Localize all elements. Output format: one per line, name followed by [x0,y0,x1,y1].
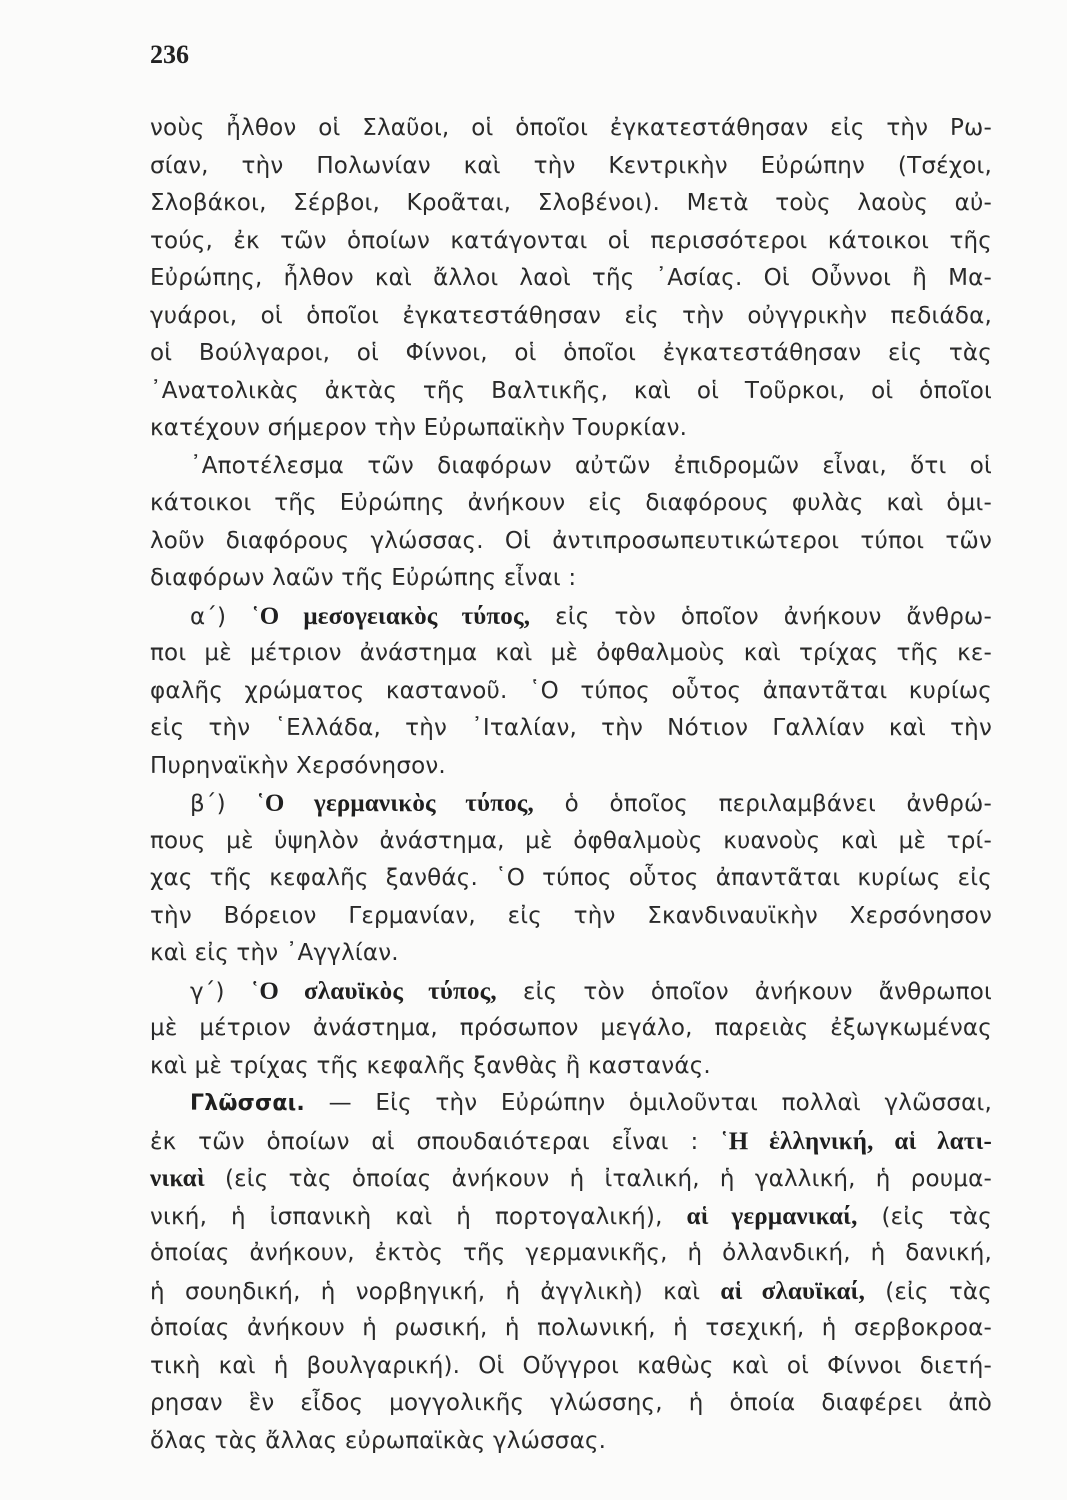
text-line: ᾿Ανατολικὰς ἀκτὰς τῆς Βαλτικῆς, καὶ οἱ Τοῦρκοι, οἱ ὁποῖοι [150,377,992,404]
text-line: Σλοβάκοι, Σέρβοι, Κροᾶται, Σλοβένοι). Μετὰ τοὺς λαοὺς αὐ- [150,190,992,216]
bold-term: ῾Ο σλαυϊκὸς τύπος, [250,977,497,1005]
text-line: οἱ Βούλγαροι, οἱ Φίννοι, οἱ ὁποῖοι ἐγκατεστάθησαν εἰς τὰς [150,340,992,366]
text-line: μὲ μέτριον ἀνάστημα, πρόσωπον μεγάλο, παρειὰς ἐξωγκωμένας [150,1015,992,1041]
text-line: τικὴ καὶ ἡ βουλγαρική). Οἱ Οὔγγροι καθὼς καὶ οἱ Φίννοι διετή- [150,1352,992,1379]
text-line: κάτοικοι τῆς Εὐρώπης ἀνήκουν εἰς διαφόρους φυλὰς καὶ ὁμι- [150,490,992,516]
text-line: ὅλας τὰς ἄλλας εὐρωπαϊκὰς γλώσσας. [150,1427,607,1454]
text-line: σίαν, τὴν Πολωνίαν καὶ τὴν Κεντρικὴν Εὐρώπην (Τσέχοι, [150,152,992,179]
text-line: νικαὶ (εἰς τὰς ὁποίας ἀνήκουν ἡ ἰταλική, ἡ γαλλική, ἡ ρουμα- [150,1165,992,1192]
bold-term: αἱ σλαυϊκαί, [720,1277,866,1305]
text-line: ἡ σουηδική, ἡ νορβηγική, ἡ ἀγγλικὴ) καὶ αἱ σλαυϊκαί, (εἰς τὰς [150,1277,992,1305]
text-line: ᾿Αποτέλεσμα τῶν διαφόρων αὐτῶν ἐπιδρομῶν εἶναι, ὅτι οἱ [190,452,992,479]
text-line: γ΄) ῾Ο σλαυϊκὸς τύπος, εἰς τὸν ὁποῖον ἀνήκουν ἄνθρωποι [190,977,992,1005]
text-line: ὁποίας ἀνήκουν ἡ ρωσική, ἡ πολωνική, ἡ τσεχική, ἡ σερβοκροα- [150,1315,992,1341]
text-line: εἰς τὴν ῾Ελλάδα, τὴν ᾿Ιταλίαν, τὴν Νότιον Γαλλίαν καὶ τὴν [150,715,992,741]
bold-term: ῾Ο μεσογειακὸς τύπος, [251,602,531,630]
text-line: καὶ μὲ τρίχας τῆς κεφαλῆς ξανθὰς ἢ καστανάς. [150,1052,711,1079]
text-line: φαλῆς χρώματος καστανοῦ. ῾Ο τύπος οὗτος ἀπαντᾶται κυρίως [150,677,992,704]
text-line: β΄) ῾Ο γερμανικὸς τύπος, ὁ ὁποῖος περιλαμβάνει ἀνθρώ- [190,790,992,817]
text-line: κατέχουν σήμερον τὴν Εὐρωπαϊκὴν Τουρκίαν. [150,415,688,441]
text-line: Γλῶσσαι. — Εἰς τὴν Εὐρώπην ὁμιλοῦνται πολλαὶ γλῶσσαι, [190,1090,992,1116]
bold-term: αἱ γερμανικαί, [686,1202,858,1230]
bold-term: νικαὶ [150,1165,205,1192]
text-line: Εὐρώπης, ἦλθον καὶ ἄλλοι λαοὶ τῆς ᾿Ασίας. Οἱ Οὖννοι ἢ Μα- [150,265,992,291]
text-line: νοὺς ἦλθον οἱ Σλαῦοι, οἱ ὁποῖοι ἐγκατεστάθησαν εἰς τὴν Ρω- [150,115,992,141]
text-line: ποι μὲ μέτριον ἀνάστημα καὶ μὲ ὀφθαλμοὺς καὶ τρίχας τῆς κε- [150,640,992,666]
text-line: χας τῆς κεφαλῆς ξανθάς. ῾Ο τύπος οὗτος ἀπαντᾶται κυρίως εἰς [150,865,992,891]
text-line: ρησαν ἓν εἶδος μογγολικῆς γλώσσης, ἡ ὁποία διαφέρει ἀπὸ [150,1390,992,1416]
text-line: τὴν Βόρειον Γερμανίαν, εἰς τὴν Σκανδιναυϊκὴν Χερσόνησον [150,902,992,929]
text-line: ὁποίας ἀνήκουν, ἐκτὸς τῆς γερμανικῆς, ἡ ὀλλανδική, ἡ δανική, [150,1240,992,1266]
bold-term: ῾Η ἑλληνική, αἱ λατι- [720,1127,992,1155]
text-line: λοῦν διαφόρους γλώσσας. Οἱ ἀντιπροσωπευτικώτεροι τύποι τῶν [150,527,992,554]
text-line: πους μὲ ὑψηλὸν ἀνάστημα, μὲ ὀφθαλμοὺς κυανοὺς καὶ μὲ τρί- [150,827,992,854]
text-line: Πυρηναϊκὴν Χερσόνησον. [150,752,446,779]
text-line: διαφόρων λαῶν τῆς Εὐρώπης εἶναι : [150,565,577,591]
text-line: καὶ εἰς τὴν ᾿Αγγλίαν. [150,940,399,966]
section-heading: Γλῶσσαι. [190,1091,305,1116]
text-line: νική, ἡ ἰσπανικὴ καὶ ἡ πορτογαλική), αἱ γερμανικαί, (εἰς τὰς [150,1202,992,1230]
text-line: γυάροι, οἱ ὁποῖοι ἐγκατεστάθησαν εἰς τὴν οὐγγρικὴν πεδιάδα, [150,302,992,329]
text-line: τούς, ἐκ τῶν ὁποίων κατάγονται οἱ περισσότεροι κάτοικοι τῆς [150,227,992,254]
text-line: ἐκ τῶν ὁποίων αἱ σπουδαιότεραι εἶναι : ῾Η ἑλληνική, αἱ λατι- [150,1127,992,1155]
text-line: α΄) ῾Ο μεσογειακὸς τύπος, εἰς τὸν ὁποῖον ἀνήκουν ἄνθρω- [190,602,992,630]
bold-term: ῾Ο γερμανικὸς τύπος, [256,790,534,817]
page-number: 236 [150,40,189,69]
